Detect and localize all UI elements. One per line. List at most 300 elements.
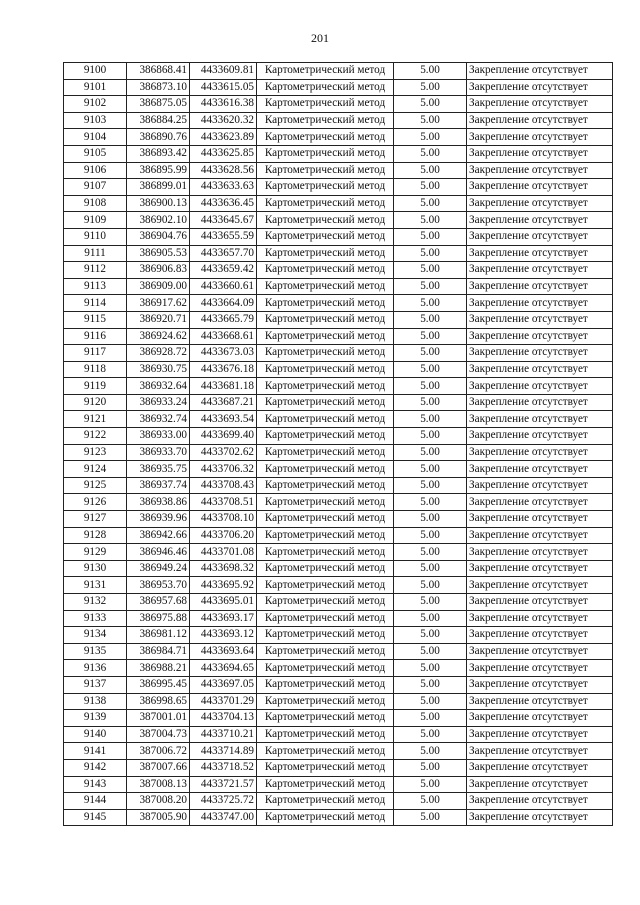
method-cell: Картометрический метод bbox=[257, 63, 394, 80]
accuracy-cell: 5.00 bbox=[394, 394, 467, 411]
y-coordinate-cell: 4433609.81 bbox=[190, 63, 257, 80]
x-coordinate-cell: 387004.73 bbox=[127, 726, 190, 743]
accuracy-cell: 5.00 bbox=[394, 461, 467, 478]
point-number-cell: 9117 bbox=[64, 345, 127, 362]
point-number-cell: 9126 bbox=[64, 494, 127, 511]
method-cell: Картометрический метод bbox=[257, 295, 394, 312]
table-row bbox=[64, 643, 613, 660]
y-coordinate-cell: 4433699.40 bbox=[190, 428, 257, 445]
point-number-cell: 9100 bbox=[64, 63, 127, 80]
fixing-cell: Закрепление отсутствует bbox=[467, 129, 613, 146]
fixing-cell: Закрепление отсутствует bbox=[467, 63, 613, 80]
y-coordinate-cell: 4433681.18 bbox=[190, 378, 257, 395]
table-row bbox=[64, 577, 613, 594]
accuracy-cell: 5.00 bbox=[394, 759, 467, 776]
accuracy-cell: 5.00 bbox=[394, 278, 467, 295]
point-number-cell: 9116 bbox=[64, 328, 127, 345]
x-coordinate-cell: 386939.96 bbox=[127, 511, 190, 528]
method-cell: Картометрический метод bbox=[257, 726, 394, 743]
table-row bbox=[64, 278, 613, 295]
accuracy-cell: 5.00 bbox=[394, 145, 467, 162]
accuracy-cell: 5.00 bbox=[394, 693, 467, 710]
method-cell: Картометрический метод bbox=[257, 162, 394, 179]
table-row bbox=[64, 494, 613, 511]
table-row bbox=[64, 511, 613, 528]
x-coordinate-cell: 386933.00 bbox=[127, 428, 190, 445]
fixing-cell: Закрепление отсутствует bbox=[467, 295, 613, 312]
x-coordinate-cell: 386935.75 bbox=[127, 461, 190, 478]
accuracy-cell: 5.00 bbox=[394, 295, 467, 312]
y-coordinate-cell: 4433708.10 bbox=[190, 511, 257, 528]
x-coordinate-cell: 387008.13 bbox=[127, 776, 190, 793]
method-cell: Картометрический метод bbox=[257, 212, 394, 229]
point-number-cell: 9105 bbox=[64, 145, 127, 162]
accuracy-cell: 5.00 bbox=[394, 793, 467, 810]
fixing-cell: Закрепление отсутствует bbox=[467, 577, 613, 594]
accuracy-cell: 5.00 bbox=[394, 311, 467, 328]
x-coordinate-cell: 386949.24 bbox=[127, 560, 190, 577]
y-coordinate-cell: 4433616.38 bbox=[190, 96, 257, 113]
point-number-cell: 9124 bbox=[64, 461, 127, 478]
x-coordinate-cell: 386938.86 bbox=[127, 494, 190, 511]
table-row bbox=[64, 63, 613, 80]
accuracy-cell: 5.00 bbox=[394, 560, 467, 577]
y-coordinate-cell: 4433693.64 bbox=[190, 643, 257, 660]
point-number-cell: 9138 bbox=[64, 693, 127, 710]
table-row bbox=[64, 345, 613, 362]
point-number-cell: 9104 bbox=[64, 129, 127, 146]
fixing-cell: Закрепление отсутствует bbox=[467, 527, 613, 544]
fixing-cell: Закрепление отсутствует bbox=[467, 245, 613, 262]
fixing-cell: Закрепление отсутствует bbox=[467, 96, 613, 113]
point-number-cell: 9143 bbox=[64, 776, 127, 793]
x-coordinate-cell: 386933.24 bbox=[127, 394, 190, 411]
accuracy-cell: 5.00 bbox=[394, 411, 467, 428]
coordinates-table-body bbox=[64, 63, 613, 826]
table-row bbox=[64, 627, 613, 644]
fixing-cell: Закрепление отсутствует bbox=[467, 594, 613, 611]
y-coordinate-cell: 4433706.20 bbox=[190, 527, 257, 544]
x-coordinate-cell: 386902.10 bbox=[127, 212, 190, 229]
table-row bbox=[64, 361, 613, 378]
y-coordinate-cell: 4433645.67 bbox=[190, 212, 257, 229]
fixing-cell: Закрепление отсутствует bbox=[467, 776, 613, 793]
y-coordinate-cell: 4433708.51 bbox=[190, 494, 257, 511]
method-cell: Картометрический метод bbox=[257, 129, 394, 146]
point-number-cell: 9110 bbox=[64, 228, 127, 245]
table-row bbox=[64, 179, 613, 196]
method-cell: Картометрический метод bbox=[257, 112, 394, 129]
accuracy-cell: 5.00 bbox=[394, 96, 467, 113]
point-number-cell: 9109 bbox=[64, 212, 127, 229]
fixing-cell: Закрепление отсутствует bbox=[467, 262, 613, 279]
accuracy-cell: 5.00 bbox=[394, 79, 467, 96]
table-row bbox=[64, 212, 613, 229]
y-coordinate-cell: 4433665.79 bbox=[190, 311, 257, 328]
accuracy-cell: 5.00 bbox=[394, 511, 467, 528]
table-row bbox=[64, 809, 613, 826]
table-row bbox=[64, 710, 613, 727]
point-number-cell: 9106 bbox=[64, 162, 127, 179]
x-coordinate-cell: 386930.75 bbox=[127, 361, 190, 378]
accuracy-cell: 5.00 bbox=[394, 428, 467, 445]
y-coordinate-cell: 4433721.57 bbox=[190, 776, 257, 793]
fixing-cell: Закрепление отсутствует bbox=[467, 444, 613, 461]
fixing-cell: Закрепление отсутствует bbox=[467, 643, 613, 660]
accuracy-cell: 5.00 bbox=[394, 112, 467, 129]
table-row bbox=[64, 195, 613, 212]
table-row bbox=[64, 262, 613, 279]
table-row bbox=[64, 594, 613, 611]
accuracy-cell: 5.00 bbox=[394, 245, 467, 262]
accuracy-cell: 5.00 bbox=[394, 726, 467, 743]
table-row bbox=[64, 79, 613, 96]
fixing-cell: Закрепление отсутствует bbox=[467, 345, 613, 362]
y-coordinate-cell: 4433698.32 bbox=[190, 560, 257, 577]
table-row bbox=[64, 428, 613, 445]
table-row bbox=[64, 394, 613, 411]
method-cell: Картометрический метод bbox=[257, 411, 394, 428]
method-cell: Картометрический метод bbox=[257, 328, 394, 345]
accuracy-cell: 5.00 bbox=[394, 577, 467, 594]
method-cell: Картометрический метод bbox=[257, 676, 394, 693]
y-coordinate-cell: 4433695.92 bbox=[190, 577, 257, 594]
method-cell: Картометрический метод bbox=[257, 378, 394, 395]
method-cell: Картометрический метод bbox=[257, 743, 394, 760]
method-cell: Картометрический метод bbox=[257, 793, 394, 810]
method-cell: Картометрический метод bbox=[257, 179, 394, 196]
x-coordinate-cell: 386905.53 bbox=[127, 245, 190, 262]
y-coordinate-cell: 4433706.32 bbox=[190, 461, 257, 478]
fixing-cell: Закрепление отсутствует bbox=[467, 743, 613, 760]
method-cell: Картометрический метод bbox=[257, 511, 394, 528]
point-number-cell: 9121 bbox=[64, 411, 127, 428]
method-cell: Картометрический метод bbox=[257, 278, 394, 295]
x-coordinate-cell: 386957.68 bbox=[127, 594, 190, 611]
point-number-cell: 9102 bbox=[64, 96, 127, 113]
fixing-cell: Закрепление отсутствует bbox=[467, 79, 613, 96]
accuracy-cell: 5.00 bbox=[394, 544, 467, 561]
point-number-cell: 9141 bbox=[64, 743, 127, 760]
method-cell: Картометрический метод bbox=[257, 527, 394, 544]
accuracy-cell: 5.00 bbox=[394, 776, 467, 793]
x-coordinate-cell: 386933.70 bbox=[127, 444, 190, 461]
method-cell: Картометрический метод bbox=[257, 79, 394, 96]
table-row bbox=[64, 328, 613, 345]
fixing-cell: Закрепление отсутствует bbox=[467, 759, 613, 776]
fixing-cell: Закрепление отсутствует bbox=[467, 511, 613, 528]
x-coordinate-cell: 386893.42 bbox=[127, 145, 190, 162]
point-number-cell: 9125 bbox=[64, 477, 127, 494]
y-coordinate-cell: 4433620.32 bbox=[190, 112, 257, 129]
x-coordinate-cell: 386920.71 bbox=[127, 311, 190, 328]
method-cell: Картометрический метод bbox=[257, 594, 394, 611]
table-row bbox=[64, 793, 613, 810]
y-coordinate-cell: 4433693.54 bbox=[190, 411, 257, 428]
y-coordinate-cell: 4433710.21 bbox=[190, 726, 257, 743]
x-coordinate-cell: 386890.76 bbox=[127, 129, 190, 146]
point-number-cell: 9120 bbox=[64, 394, 127, 411]
point-number-cell: 9107 bbox=[64, 179, 127, 196]
method-cell: Картометрический метод bbox=[257, 311, 394, 328]
x-coordinate-cell: 386900.13 bbox=[127, 195, 190, 212]
fixing-cell: Закрепление отсутствует bbox=[467, 428, 613, 445]
x-coordinate-cell: 387001.01 bbox=[127, 710, 190, 727]
method-cell: Картометрический метод bbox=[257, 345, 394, 362]
x-coordinate-cell: 386904.76 bbox=[127, 228, 190, 245]
fixing-cell: Закрепление отсутствует bbox=[467, 162, 613, 179]
table-row bbox=[64, 726, 613, 743]
x-coordinate-cell: 386981.12 bbox=[127, 627, 190, 644]
point-number-cell: 9103 bbox=[64, 112, 127, 129]
x-coordinate-cell: 386906.83 bbox=[127, 262, 190, 279]
x-coordinate-cell: 386946.46 bbox=[127, 544, 190, 561]
method-cell: Картометрический метод bbox=[257, 228, 394, 245]
method-cell: Картометрический метод bbox=[257, 145, 394, 162]
table-row bbox=[64, 743, 613, 760]
fixing-cell: Закрепление отсутствует bbox=[467, 195, 613, 212]
x-coordinate-cell: 386928.72 bbox=[127, 345, 190, 362]
fixing-cell: Закрепление отсутствует bbox=[467, 560, 613, 577]
accuracy-cell: 5.00 bbox=[394, 627, 467, 644]
point-number-cell: 9142 bbox=[64, 759, 127, 776]
x-coordinate-cell: 386899.01 bbox=[127, 179, 190, 196]
fixing-cell: Закрепление отсутствует bbox=[467, 676, 613, 693]
y-coordinate-cell: 4433659.42 bbox=[190, 262, 257, 279]
method-cell: Картометрический метод bbox=[257, 544, 394, 561]
fixing-cell: Закрепление отсутствует bbox=[467, 726, 613, 743]
accuracy-cell: 5.00 bbox=[394, 643, 467, 660]
table-row bbox=[64, 228, 613, 245]
x-coordinate-cell: 386895.99 bbox=[127, 162, 190, 179]
point-number-cell: 9137 bbox=[64, 676, 127, 693]
fixing-cell: Закрепление отсутствует bbox=[467, 394, 613, 411]
table-row bbox=[64, 145, 613, 162]
method-cell: Картометрический метод bbox=[257, 610, 394, 627]
fixing-cell: Закрепление отсутствует bbox=[467, 710, 613, 727]
y-coordinate-cell: 4433701.29 bbox=[190, 693, 257, 710]
method-cell: Картометрический метод bbox=[257, 809, 394, 826]
method-cell: Картометрический метод bbox=[257, 577, 394, 594]
table-row bbox=[64, 693, 613, 710]
x-coordinate-cell: 386884.25 bbox=[127, 112, 190, 129]
point-number-cell: 9139 bbox=[64, 710, 127, 727]
fixing-cell: Закрепление отсутствует bbox=[467, 793, 613, 810]
point-number-cell: 9130 bbox=[64, 560, 127, 577]
accuracy-cell: 5.00 bbox=[394, 660, 467, 677]
table-row bbox=[64, 96, 613, 113]
y-coordinate-cell: 4433673.03 bbox=[190, 345, 257, 362]
accuracy-cell: 5.00 bbox=[394, 262, 467, 279]
method-cell: Картометрический метод bbox=[257, 494, 394, 511]
point-number-cell: 9115 bbox=[64, 311, 127, 328]
y-coordinate-cell: 4433615.05 bbox=[190, 79, 257, 96]
y-coordinate-cell: 4433623.89 bbox=[190, 129, 257, 146]
accuracy-cell: 5.00 bbox=[394, 361, 467, 378]
table-row bbox=[64, 676, 613, 693]
accuracy-cell: 5.00 bbox=[394, 195, 467, 212]
point-number-cell: 9122 bbox=[64, 428, 127, 445]
method-cell: Картометрический метод bbox=[257, 660, 394, 677]
y-coordinate-cell: 4433704.13 bbox=[190, 710, 257, 727]
method-cell: Картометрический метод bbox=[257, 361, 394, 378]
table-row bbox=[64, 759, 613, 776]
table-row bbox=[64, 477, 613, 494]
accuracy-cell: 5.00 bbox=[394, 328, 467, 345]
point-number-cell: 9113 bbox=[64, 278, 127, 295]
table-row bbox=[64, 610, 613, 627]
fixing-cell: Закрепление отсутствует bbox=[467, 112, 613, 129]
table-row bbox=[64, 112, 613, 129]
fixing-cell: Закрепление отсутствует bbox=[467, 411, 613, 428]
fixing-cell: Закрепление отсутствует bbox=[467, 544, 613, 561]
point-number-cell: 9144 bbox=[64, 793, 127, 810]
fixing-cell: Закрепление отсутствует bbox=[467, 494, 613, 511]
page-number: 201 bbox=[311, 31, 329, 45]
accuracy-cell: 5.00 bbox=[394, 162, 467, 179]
method-cell: Картометрический метод bbox=[257, 759, 394, 776]
fixing-cell: Закрепление отсутствует bbox=[467, 693, 613, 710]
y-coordinate-cell: 4433660.61 bbox=[190, 278, 257, 295]
y-coordinate-cell: 4433747.00 bbox=[190, 809, 257, 826]
point-number-cell: 9131 bbox=[64, 577, 127, 594]
fixing-cell: Закрепление отсутствует bbox=[467, 278, 613, 295]
table-row bbox=[64, 245, 613, 262]
x-coordinate-cell: 386932.74 bbox=[127, 411, 190, 428]
x-coordinate-cell: 386984.71 bbox=[127, 643, 190, 660]
accuracy-cell: 5.00 bbox=[394, 710, 467, 727]
method-cell: Картометрический метод bbox=[257, 560, 394, 577]
x-coordinate-cell: 386953.70 bbox=[127, 577, 190, 594]
x-coordinate-cell: 387007.66 bbox=[127, 759, 190, 776]
method-cell: Картометрический метод bbox=[257, 428, 394, 445]
point-number-cell: 9132 bbox=[64, 594, 127, 611]
table-row bbox=[64, 129, 613, 146]
method-cell: Картометрический метод bbox=[257, 477, 394, 494]
x-coordinate-cell: 386975.88 bbox=[127, 610, 190, 627]
point-number-cell: 9145 bbox=[64, 809, 127, 826]
table-row bbox=[64, 461, 613, 478]
table-row bbox=[64, 311, 613, 328]
x-coordinate-cell: 387008.20 bbox=[127, 793, 190, 810]
accuracy-cell: 5.00 bbox=[394, 610, 467, 627]
point-number-cell: 9114 bbox=[64, 295, 127, 312]
accuracy-cell: 5.00 bbox=[394, 345, 467, 362]
x-coordinate-cell: 386875.05 bbox=[127, 96, 190, 113]
table-row bbox=[64, 295, 613, 312]
y-coordinate-cell: 4433633.63 bbox=[190, 179, 257, 196]
fixing-cell: Закрепление отсутствует bbox=[467, 328, 613, 345]
x-coordinate-cell: 386868.41 bbox=[127, 63, 190, 80]
table-row bbox=[64, 444, 613, 461]
fixing-cell: Закрепление отсутствует bbox=[467, 228, 613, 245]
method-cell: Картометрический метод bbox=[257, 245, 394, 262]
accuracy-cell: 5.00 bbox=[394, 676, 467, 693]
y-coordinate-cell: 4433697.05 bbox=[190, 676, 257, 693]
x-coordinate-cell: 386932.64 bbox=[127, 378, 190, 395]
point-number-cell: 9111 bbox=[64, 245, 127, 262]
fixing-cell: Закрепление отсутствует bbox=[467, 361, 613, 378]
y-coordinate-cell: 4433625.85 bbox=[190, 145, 257, 162]
table-row bbox=[64, 544, 613, 561]
accuracy-cell: 5.00 bbox=[394, 212, 467, 229]
method-cell: Картометрический метод bbox=[257, 195, 394, 212]
x-coordinate-cell: 386873.10 bbox=[127, 79, 190, 96]
method-cell: Картометрический метод bbox=[257, 643, 394, 660]
table-row bbox=[64, 378, 613, 395]
accuracy-cell: 5.00 bbox=[394, 494, 467, 511]
fixing-cell: Закрепление отсутствует bbox=[467, 627, 613, 644]
fixing-cell: Закрепление отсутствует bbox=[467, 660, 613, 677]
fixing-cell: Закрепление отсутствует bbox=[467, 610, 613, 627]
accuracy-cell: 5.00 bbox=[394, 743, 467, 760]
y-coordinate-cell: 4433668.61 bbox=[190, 328, 257, 345]
y-coordinate-cell: 4433655.59 bbox=[190, 228, 257, 245]
accuracy-cell: 5.00 bbox=[394, 378, 467, 395]
y-coordinate-cell: 4433664.09 bbox=[190, 295, 257, 312]
fixing-cell: Закрепление отсутствует bbox=[467, 212, 613, 229]
coordinates-table bbox=[63, 62, 613, 826]
y-coordinate-cell: 4433693.12 bbox=[190, 627, 257, 644]
table-row bbox=[64, 776, 613, 793]
y-coordinate-cell: 4433725.72 bbox=[190, 793, 257, 810]
accuracy-cell: 5.00 bbox=[394, 63, 467, 80]
table-row bbox=[64, 162, 613, 179]
method-cell: Картометрический метод bbox=[257, 710, 394, 727]
y-coordinate-cell: 4433628.56 bbox=[190, 162, 257, 179]
point-number-cell: 9123 bbox=[64, 444, 127, 461]
method-cell: Картометрический метод bbox=[257, 627, 394, 644]
point-number-cell: 9127 bbox=[64, 511, 127, 528]
x-coordinate-cell: 386937.74 bbox=[127, 477, 190, 494]
accuracy-cell: 5.00 bbox=[394, 809, 467, 826]
y-coordinate-cell: 4433676.18 bbox=[190, 361, 257, 378]
method-cell: Картометрический метод bbox=[257, 776, 394, 793]
fixing-cell: Закрепление отсутствует bbox=[467, 179, 613, 196]
y-coordinate-cell: 4433701.08 bbox=[190, 544, 257, 561]
point-number-cell: 9128 bbox=[64, 527, 127, 544]
method-cell: Картометрический метод bbox=[257, 262, 394, 279]
x-coordinate-cell: 386942.66 bbox=[127, 527, 190, 544]
method-cell: Картометрический метод bbox=[257, 461, 394, 478]
y-coordinate-cell: 4433702.62 bbox=[190, 444, 257, 461]
y-coordinate-cell: 4433708.43 bbox=[190, 477, 257, 494]
table-row bbox=[64, 560, 613, 577]
fixing-cell: Закрепление отсутствует bbox=[467, 145, 613, 162]
fixing-cell: Закрепление отсутствует bbox=[467, 809, 613, 826]
x-coordinate-cell: 386909.00 bbox=[127, 278, 190, 295]
x-coordinate-cell: 386998.65 bbox=[127, 693, 190, 710]
point-number-cell: 9136 bbox=[64, 660, 127, 677]
accuracy-cell: 5.00 bbox=[394, 228, 467, 245]
accuracy-cell: 5.00 bbox=[394, 477, 467, 494]
point-number-cell: 9118 bbox=[64, 361, 127, 378]
table-row bbox=[64, 527, 613, 544]
point-number-cell: 9133 bbox=[64, 610, 127, 627]
accuracy-cell: 5.00 bbox=[394, 527, 467, 544]
point-number-cell: 9140 bbox=[64, 726, 127, 743]
fixing-cell: Закрепление отсутствует bbox=[467, 477, 613, 494]
point-number-cell: 9129 bbox=[64, 544, 127, 561]
accuracy-cell: 5.00 bbox=[394, 594, 467, 611]
point-number-cell: 9101 bbox=[64, 79, 127, 96]
y-coordinate-cell: 4433693.17 bbox=[190, 610, 257, 627]
method-cell: Картометрический метод bbox=[257, 693, 394, 710]
table-row bbox=[64, 660, 613, 677]
y-coordinate-cell: 4433657.70 bbox=[190, 245, 257, 262]
table-row bbox=[64, 411, 613, 428]
y-coordinate-cell: 4433687.21 bbox=[190, 394, 257, 411]
